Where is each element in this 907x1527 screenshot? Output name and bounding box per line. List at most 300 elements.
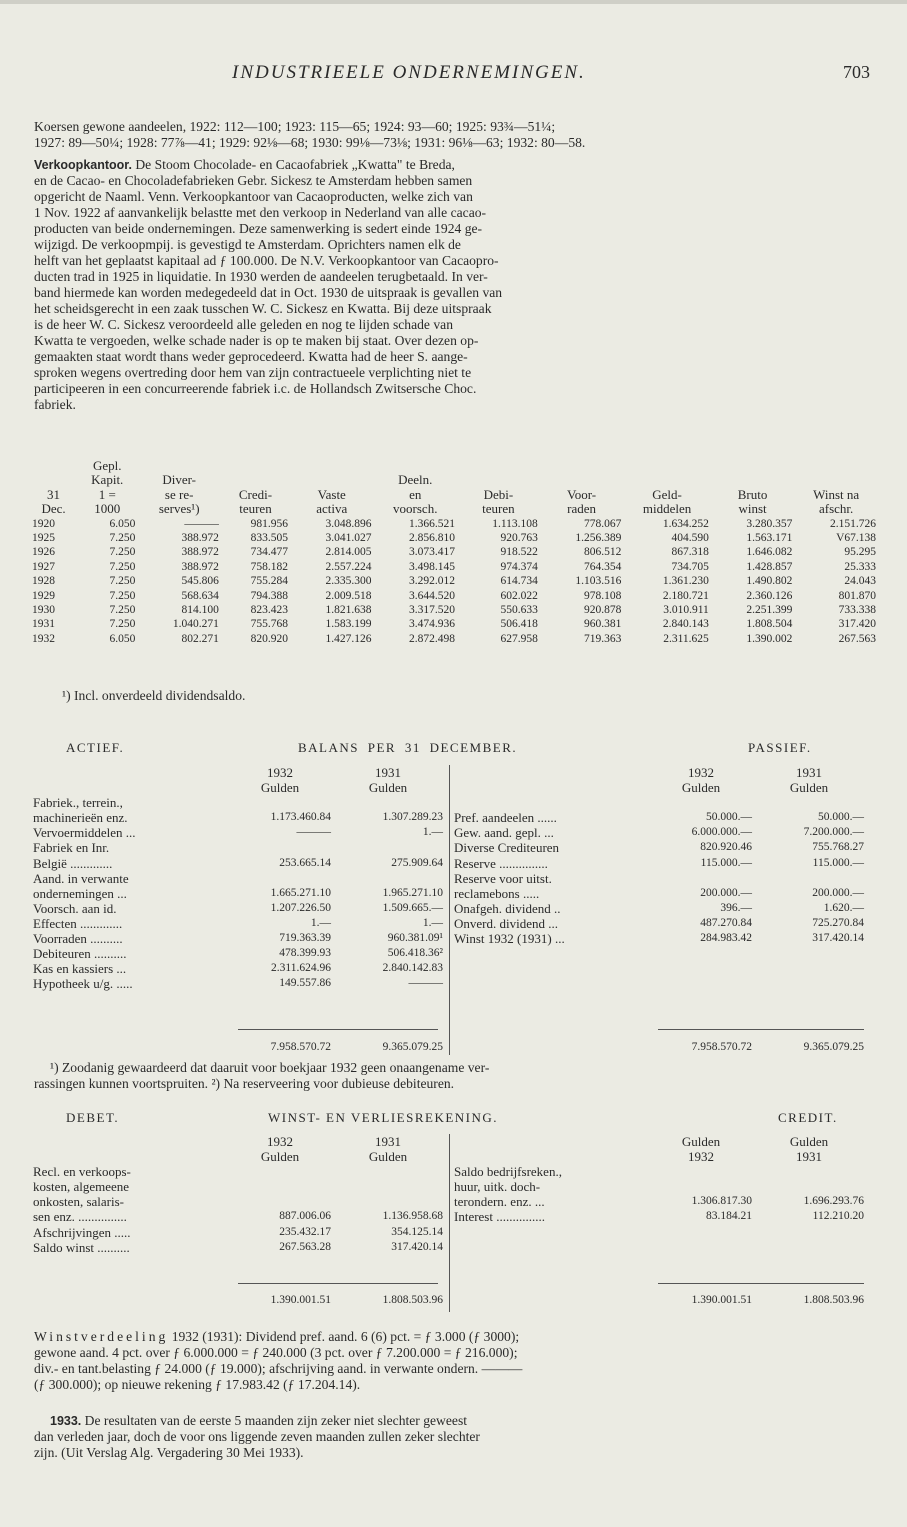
passiva-value-1932: 820.920.46 <box>700 841 752 854</box>
passiva-value-1931 <box>753 871 865 886</box>
stats-header-row <box>30 473 878 487</box>
passiva-value-1932 <box>649 871 753 886</box>
stats-header-cell <box>290 473 374 487</box>
credit-value-1931 <box>753 1179 865 1194</box>
credit-value-1932 <box>649 1164 753 1179</box>
stats-header-cell: Winst na <box>813 486 860 502</box>
credit-header-cell: Gulden <box>681 1134 721 1149</box>
stats-header-cell <box>30 473 77 487</box>
stats-value-cell: 95.295 <box>844 546 876 559</box>
debet-header-row <box>32 1149 444 1164</box>
activa-row <box>32 886 444 901</box>
activa-header-row <box>32 765 444 780</box>
credit-title: CREDIT. <box>778 1110 838 1125</box>
stats-footnote: ¹) Incl. onverdeeld dividendsaldo. <box>62 688 246 703</box>
stats-header-cell: middelen <box>642 501 692 517</box>
stats-header-cell <box>540 459 624 473</box>
passiva-value-1931: 1.620.— <box>823 901 864 914</box>
activa-value-1932: 1.173.460.84 <box>270 811 331 824</box>
activa-value-1931: 1.307.289.23 <box>382 811 443 824</box>
verkoop-line: 1 Nov. 1922 af aanvankelijk belastte met den verkoop in Nederland van alle cacao- <box>34 205 487 220</box>
stats-value-cell: 833.505 <box>250 532 289 545</box>
debet-row <box>32 1209 444 1224</box>
activa-value-1931: 1.509.665.— <box>382 901 443 914</box>
stats-value-cell: 3.010.911 <box>663 604 709 617</box>
activa-header-cell: Gulden <box>260 780 300 796</box>
passiva-value-1932: 6.000.000.— <box>691 826 752 839</box>
activa-label: machinerieën enz. <box>33 810 128 826</box>
stats-value-cell: 1.103.516 <box>575 575 622 588</box>
activa-row <box>32 795 444 810</box>
stats-header-cell <box>794 459 878 473</box>
stats-row <box>30 617 878 631</box>
stats-value-cell: 7.250 <box>109 618 136 631</box>
stats-header-cell: afschr. <box>819 501 854 517</box>
winstverdeeling-line: gewone aand. 4 pct. over ƒ 6.000.000 = ƒ 240.000 (3 pct. over ƒ 7.200.000 = ƒ 216.000); <box>34 1345 518 1360</box>
passiva-header-cell: 1931 <box>796 765 822 780</box>
stats-value-cell: 719.363 <box>583 632 622 645</box>
credit-value-1931: 1.696.293.76 <box>803 1195 864 1208</box>
credit-label: Saldo bedrijfsreken., <box>454 1164 562 1180</box>
activa-value-1932: 1.207.226.50 <box>270 901 331 914</box>
spacer-row <box>453 795 865 810</box>
activa-row <box>32 856 444 871</box>
activa-value-1931: 275.909.64 <box>391 856 443 869</box>
credit-value-1931: 112.210.20 <box>812 1210 864 1223</box>
passiva-label: Onverd. dividend ... <box>454 915 558 931</box>
credit-label: huur, uitk. doch- <box>454 1179 541 1195</box>
stats-value-cell: 1.366.521 <box>409 517 456 530</box>
activa-header-row <box>32 780 444 795</box>
stats-value-cell: 317.420 <box>838 618 876 631</box>
passiva-row <box>453 840 865 855</box>
debet-label: onkosten, salaris- <box>33 1194 124 1210</box>
winst-divider <box>449 1134 450 1312</box>
passiva-total-rule <box>658 1029 864 1030</box>
stats-value-cell: 2.360.126 <box>746 589 793 602</box>
stats-value-cell: 545.806 <box>181 575 219 588</box>
debet-value-1932: 267.563.28 <box>279 1240 331 1253</box>
verkoop-line: is de heer W. C. Sickesz veroordeeld alle geleden en nog te lijden schade van <box>34 317 453 332</box>
stats-value-cell: 867.318 <box>671 546 709 559</box>
spacer <box>32 1134 228 1149</box>
balans-footnote-line: ¹) Zoodanig gewaardeerd dat daaruit voor boekjaar 1932 geen onaangename ver- <box>50 1060 490 1075</box>
debet-header-cell: 1932 <box>267 1134 293 1149</box>
winstverdeeling-line: div.- en tant.belasting ƒ 24.000 (ƒ 19.000); afschrijving aand. in verwante ondern. ——— <box>34 1361 523 1376</box>
passiva-header-cell: Gulden <box>789 780 829 796</box>
stats-value-cell: 2.009.518 <box>325 589 372 602</box>
passiva-row <box>453 931 865 946</box>
credit-row <box>453 1164 865 1179</box>
activa-row <box>32 976 444 991</box>
activa-value-1932 <box>228 795 332 810</box>
credit-header-cell: 1931 <box>796 1149 822 1165</box>
verkoop-line: gemaakten staat wordt thans weder geprocedeerd. Kwatta had de heer S. aange- <box>34 349 468 364</box>
passiva-value-1932: 396.— <box>720 901 752 914</box>
spacer <box>32 780 228 795</box>
winstverdeeling-paragraph <box>34 1329 876 1393</box>
passiva-table <box>453 765 865 946</box>
passiva-label: Winst 1932 (1931) ... <box>454 931 565 947</box>
stats-value-cell: 806.512 <box>583 546 622 559</box>
financial-stats-table <box>30 459 878 646</box>
stats-row <box>30 517 878 531</box>
verkoop-heading: Verkoopkantoor. <box>34 158 132 172</box>
stats-year-cell: 1925 <box>32 532 55 545</box>
activa-total-1932: 7.958.570.72 <box>270 1041 331 1053</box>
stats-header-cell: Vaste <box>317 486 346 502</box>
stats-value-cell: 2.814.005 <box>325 546 372 559</box>
credit-total-1931: 1.808.503.96 <box>803 1294 864 1306</box>
stats-header-cell <box>137 459 221 473</box>
activa-value-1932: 1.665.271.10 <box>270 886 331 899</box>
debet-header-cell: 1931 <box>375 1134 401 1149</box>
activa-label: Kas en kassiers ... <box>33 961 127 977</box>
activa-label: België ............. <box>33 855 113 871</box>
passiva-total-1931: 9.365.079.25 <box>803 1041 864 1053</box>
debet-header-row <box>32 1134 444 1149</box>
activa-total-rule <box>238 1029 438 1030</box>
stats-header-cell: Bruto <box>737 486 768 502</box>
top-edge <box>0 0 907 4</box>
debet-total-1931: 1.808.503.96 <box>382 1294 443 1306</box>
stats-row <box>30 560 878 574</box>
stats-header-row <box>30 459 878 473</box>
debet-row <box>32 1194 444 1209</box>
stats-row <box>30 574 878 588</box>
stats-header-cell <box>623 473 711 487</box>
activa-value-1931: 960.381.09¹ <box>387 932 443 945</box>
stats-value-cell: 614.734 <box>500 575 538 588</box>
activa-header-cell: 1932 <box>267 765 293 780</box>
stats-value-cell: 388.972 <box>181 532 219 545</box>
activa-label: Fabriek en Inr. <box>33 840 110 856</box>
credit-header-row <box>453 1134 865 1149</box>
passiva-row <box>453 901 865 916</box>
stats-value-cell: 7.250 <box>109 575 136 588</box>
winst-title: WINST- EN VERLIESREKENING. <box>268 1110 499 1125</box>
stats-value-cell: 802.271 <box>181 632 219 645</box>
activa-row <box>32 810 444 825</box>
debet-value-1931: 1.136.958.68 <box>382 1210 443 1223</box>
stats-year-cell: 1928 <box>32 575 55 588</box>
stats-header-cell <box>374 459 458 473</box>
spacer <box>453 765 649 780</box>
stats-value-cell: 267.563 <box>838 632 876 645</box>
stats-row <box>30 589 878 603</box>
stats-header-cell: Voor- <box>567 486 597 502</box>
activa-label: ondernemingen ... <box>33 885 127 901</box>
debet-row <box>32 1225 444 1240</box>
passiva-value-1932: 200.000.— <box>700 886 752 899</box>
stats-value-cell: 2.840.143 <box>662 618 709 631</box>
stats-header-cell: Gepl. <box>92 458 122 473</box>
stats-value-cell: 755.768 <box>250 618 289 631</box>
stats-value-cell: 2.856.810 <box>409 532 456 545</box>
activa-row <box>32 946 444 961</box>
stats-value-cell: 3.048.896 <box>325 517 372 530</box>
stats-value-cell: 801.870 <box>838 589 876 602</box>
year-1933-line: zijn. (Uit Verslag Alg. Vergadering 30 Mei 1933). <box>34 1445 304 1460</box>
stats-header-row <box>30 502 878 516</box>
credit-table <box>453 1134 865 1225</box>
stats-header-cell <box>794 473 878 487</box>
verkoop-line: helft van het geplaatst kapitaal ad ƒ 100.000. De N.V. Verkoopkantoor van Cacaopro- <box>34 253 499 268</box>
stats-value-cell: 820.920 <box>250 632 289 645</box>
stats-value-cell: 2.251.399 <box>746 604 793 617</box>
debet-label: Afschrijvingen ..... <box>33 1224 131 1240</box>
activa-value-1932: 478.399.93 <box>279 947 331 960</box>
stats-header-cell: serves¹) <box>158 501 200 517</box>
stats-header-cell: teuren <box>482 501 515 517</box>
stats-header-cell <box>221 473 290 487</box>
stats-value-cell: 404.590 <box>671 532 709 545</box>
stats-header-cell: 1 = <box>98 486 116 502</box>
winstverdeeling-label: Winstverdeeling <box>34 1329 169 1344</box>
activa-value-1932 <box>228 871 332 886</box>
activa-label: Debiteuren .......... <box>33 946 127 962</box>
activa-header-cell: 1931 <box>375 765 401 780</box>
passiva-header-cell: 1932 <box>688 765 714 780</box>
passiva-row <box>453 856 865 871</box>
passiva-label: reclamebons ..... <box>454 885 540 901</box>
activa-value-1932: ——— <box>296 826 331 839</box>
stats-value-cell: 7.250 <box>109 546 136 559</box>
stats-value-cell: 3.280.357 <box>746 517 793 530</box>
debet-row <box>32 1179 444 1194</box>
stats-year-cell: 1927 <box>32 560 55 573</box>
stats-value-cell: 568.634 <box>181 589 219 602</box>
passiva-value-1931: 200.000.— <box>812 886 864 899</box>
activa-value-1932: 149.557.86 <box>279 977 331 990</box>
stats-value-cell: 794.388 <box>250 589 289 602</box>
stats-value-cell: 7.250 <box>109 532 136 545</box>
activa-row <box>32 840 444 855</box>
stats-value-cell: 3.317.520 <box>409 604 456 617</box>
stats-value-cell: 388.972 <box>181 560 219 573</box>
stats-row <box>30 632 878 646</box>
stats-header-cell: raden <box>567 501 596 517</box>
stats-value-cell: 1.583.199 <box>325 618 372 631</box>
stats-value-cell: 764.354 <box>583 560 622 573</box>
passiva-row <box>453 886 865 901</box>
passiva-row <box>453 916 865 931</box>
activa-value-1931: ——— <box>408 977 443 990</box>
debet-value-1931: 354.125.14 <box>391 1225 443 1238</box>
passiva-value-1931: 50.000.— <box>818 811 864 824</box>
stats-header-cell: Geld- <box>652 486 682 502</box>
spacer <box>32 765 228 780</box>
verkoop-line: participeeren in een concurreerende fabriek i.c. de Hollandsch Zwitsersche Choc. <box>34 381 477 396</box>
stats-value-cell: 1.361.230 <box>662 575 709 588</box>
passiva-header-row <box>453 765 865 780</box>
stats-header-cell: se re- <box>164 486 194 502</box>
stats-value-cell: 1.808.504 <box>746 618 793 631</box>
stats-header-cell: teuren <box>239 501 272 517</box>
stats-value-cell: 733.338 <box>838 604 876 617</box>
stats-value-cell: 918.522 <box>500 546 538 559</box>
passiva-header-row <box>453 780 865 795</box>
credit-value-1932 <box>649 1179 753 1194</box>
verkoop-line: band hiermede kan worden medegedeeld dat in Oct. 1930 de uitspraak is gevallen van <box>34 285 503 300</box>
koersen-line: 1927: 89—50¼; 1928: 77⅞—41; 1929: 92⅛—68; 1930: 99⅛—73⅛; 1931: 96⅛—63; 1932: 80—58. <box>34 135 586 150</box>
activa-table <box>32 765 444 991</box>
activa-row <box>32 961 444 976</box>
verkoop-line: sproken wegens overtreding door hem van zijn contractueele verplichting niet te <box>34 365 472 380</box>
passiva-value-1932: 487.270.84 <box>700 916 752 929</box>
credit-label: terondern. enz. ... <box>454 1194 545 1210</box>
passiva-value-1932: 284.983.42 <box>700 932 752 945</box>
activa-row <box>32 916 444 931</box>
stats-value-cell: 6.050 <box>109 517 136 530</box>
activa-value-1931: 1.965.271.10 <box>382 886 443 899</box>
passiva-label: Reserve voor uitst. <box>454 870 552 886</box>
balans-footnote <box>34 1060 876 1092</box>
stats-value-cell: 920.763 <box>500 532 538 545</box>
passiva-label: Diverse Crediteuren <box>454 840 560 856</box>
credit-label: Interest ............... <box>454 1209 545 1225</box>
stats-value-cell: 602.022 <box>500 589 538 602</box>
debet-value-1932: 235.432.17 <box>279 1225 331 1238</box>
activa-value-1932 <box>228 840 332 855</box>
balans-title: BALANS PER 31 DECEMBER. <box>298 740 518 755</box>
stats-value-cell: 2.557.224 <box>325 560 372 573</box>
debet-row <box>32 1240 444 1255</box>
stats-value-cell: 24.043 <box>844 575 876 588</box>
stats-value-cell: 550.633 <box>500 604 538 617</box>
debet-label: kosten, algemeene <box>33 1179 130 1195</box>
credit-total-1932: 1.390.001.51 <box>691 1294 752 1306</box>
stats-row <box>30 545 878 559</box>
debet-value-1932 <box>228 1164 332 1179</box>
credit-total-rule <box>658 1283 864 1284</box>
verkoop-line: opgericht de Naaml. Venn. Verkoopkantoor van Cacaoproducten, welke zich van <box>34 189 473 204</box>
activa-row <box>32 901 444 916</box>
stats-header-cell <box>221 459 290 473</box>
stats-value-cell: 7.250 <box>109 560 136 573</box>
debet-row <box>32 1164 444 1179</box>
spacer <box>453 1134 649 1149</box>
passiva-value-1931: 7.200.000.— <box>803 826 864 839</box>
stats-value-cell: 3.474.936 <box>409 618 456 631</box>
stats-value-cell: 1.256.389 <box>575 532 622 545</box>
passiva-row <box>453 871 865 886</box>
verkoop-line: producten van beide ondernemingen. Deze samenwerking is sedert einde 1924 ge- <box>34 221 483 236</box>
activa-value-1931: 2.840.142.83 <box>382 962 443 975</box>
stats-value-cell: 3.644.520 <box>409 589 456 602</box>
spacer <box>32 1149 228 1164</box>
debet-label: Saldo winst .......... <box>33 1239 130 1255</box>
stats-value-cell: 2.311.625 <box>663 632 709 645</box>
stats-header-cell <box>30 459 77 473</box>
verkoop-line: fabriek. <box>34 397 76 412</box>
stats-value-cell: 2.180.721 <box>662 589 709 602</box>
stats-header-cell <box>711 473 795 487</box>
passiva-value-1932: 50.000.— <box>706 811 752 824</box>
stats-value-cell: 1.390.002 <box>746 632 793 645</box>
debet-value-1931 <box>332 1194 444 1209</box>
debet-header-cell: Gulden <box>368 1149 408 1165</box>
spacer <box>453 780 649 795</box>
stats-value-cell: 7.250 <box>109 589 136 602</box>
passiva-label: Onafgeh. dividend .. <box>454 900 561 916</box>
activa-label: Voorraden .......... <box>33 931 123 947</box>
stats-value-cell: 7.250 <box>109 604 136 617</box>
page-number: 703 <box>843 62 870 82</box>
activa-totals <box>32 1040 444 1055</box>
credit-row <box>453 1209 865 1224</box>
stats-value-cell: 627.958 <box>500 632 538 645</box>
activa-label: Hypotheek u/g. ..... <box>33 976 133 992</box>
stats-value-cell: 2.335.300 <box>325 575 372 588</box>
activa-total-1931: 9.365.079.25 <box>382 1041 443 1053</box>
stats-header-cell <box>457 459 540 473</box>
stats-header-row <box>30 488 878 502</box>
debet-header-cell: Gulden <box>260 1149 300 1165</box>
activa-value-1931: 1.— <box>422 916 443 929</box>
debet-title: DEBET. <box>66 1110 120 1125</box>
passiva-value-1932: 115.000.— <box>700 856 752 869</box>
verkoop-line-first: Verkoopkantoor. De Stoom Chocolade- en Cacaofabriek „Kwatta" te Breda, <box>34 157 455 172</box>
year-1933-line: dan verleden jaar, doch de voor ons liggende zeven maanden zullen zeker slechter <box>34 1429 480 1444</box>
debet-totals <box>32 1293 444 1308</box>
stats-header-cell <box>457 473 540 487</box>
debet-value-1932: 887.006.06 <box>279 1210 331 1223</box>
year-1933-heading: 1933. <box>50 1414 82 1428</box>
passiva-value-1931: 317.420.14 <box>812 932 864 945</box>
stats-value-cell: 25.333 <box>844 560 876 573</box>
koersen-paragraph <box>34 119 876 151</box>
stats-value-cell: 1.490.802 <box>746 575 793 588</box>
stats-header-cell: Deeln. <box>398 472 433 488</box>
activa-row <box>32 931 444 946</box>
credit-header-row <box>453 1149 865 1164</box>
passiva-value-1931: 755.768.27 <box>812 841 864 854</box>
passief-title: PASSIEF. <box>748 740 812 755</box>
stats-header-cell <box>540 473 624 487</box>
stats-value-cell: 3.498.145 <box>409 560 456 573</box>
activa-value-1932: 1.— <box>310 916 331 929</box>
stats-value-cell: 2.872.498 <box>409 632 456 645</box>
activa-label: Effecten ............. <box>33 915 123 931</box>
stats-value-cell: 3.041.027 <box>325 532 372 545</box>
stats-value-cell: 3.073.417 <box>409 546 456 559</box>
activa-row <box>32 825 444 840</box>
stats-value-cell: 734.705 <box>671 560 709 573</box>
credit-value-1932: 83.184.21 <box>706 1210 752 1223</box>
activa-label: Aand. in verwante <box>33 870 129 886</box>
passiva-label: Gew. aand. gepl. ... <box>454 825 554 841</box>
spacer <box>453 1149 649 1164</box>
debet-value-1932 <box>228 1179 332 1194</box>
verkoop-line: Kwatta te vergoeden, welke schade nader is op te maken bij staat. Over dezen op- <box>34 333 479 348</box>
stats-value-cell: 755.284 <box>250 575 289 588</box>
stats-year-cell: 1920 <box>32 517 55 530</box>
stats-value-cell: 1.428.857 <box>746 560 793 573</box>
credit-header-cell: Gulden <box>789 1134 829 1149</box>
passiva-row <box>453 825 865 840</box>
passiva-value-1931: 115.000.— <box>812 856 864 869</box>
verkoop-line: wijzigd. De verkoopmpij. is gevestigd te Amsterdam. Oprichters namen elk de <box>34 237 461 252</box>
activa-value-1931 <box>332 795 444 810</box>
passiva-label: Reserve ............... <box>454 855 548 871</box>
stats-value-cell: 734.477 <box>250 546 289 559</box>
stats-header-cell <box>623 459 711 473</box>
stats-year-cell: 1931 <box>32 618 55 631</box>
activa-row <box>32 871 444 886</box>
activa-value-1932: 719.363.39 <box>279 932 331 945</box>
passiva-total-1932: 7.958.570.72 <box>691 1041 752 1053</box>
